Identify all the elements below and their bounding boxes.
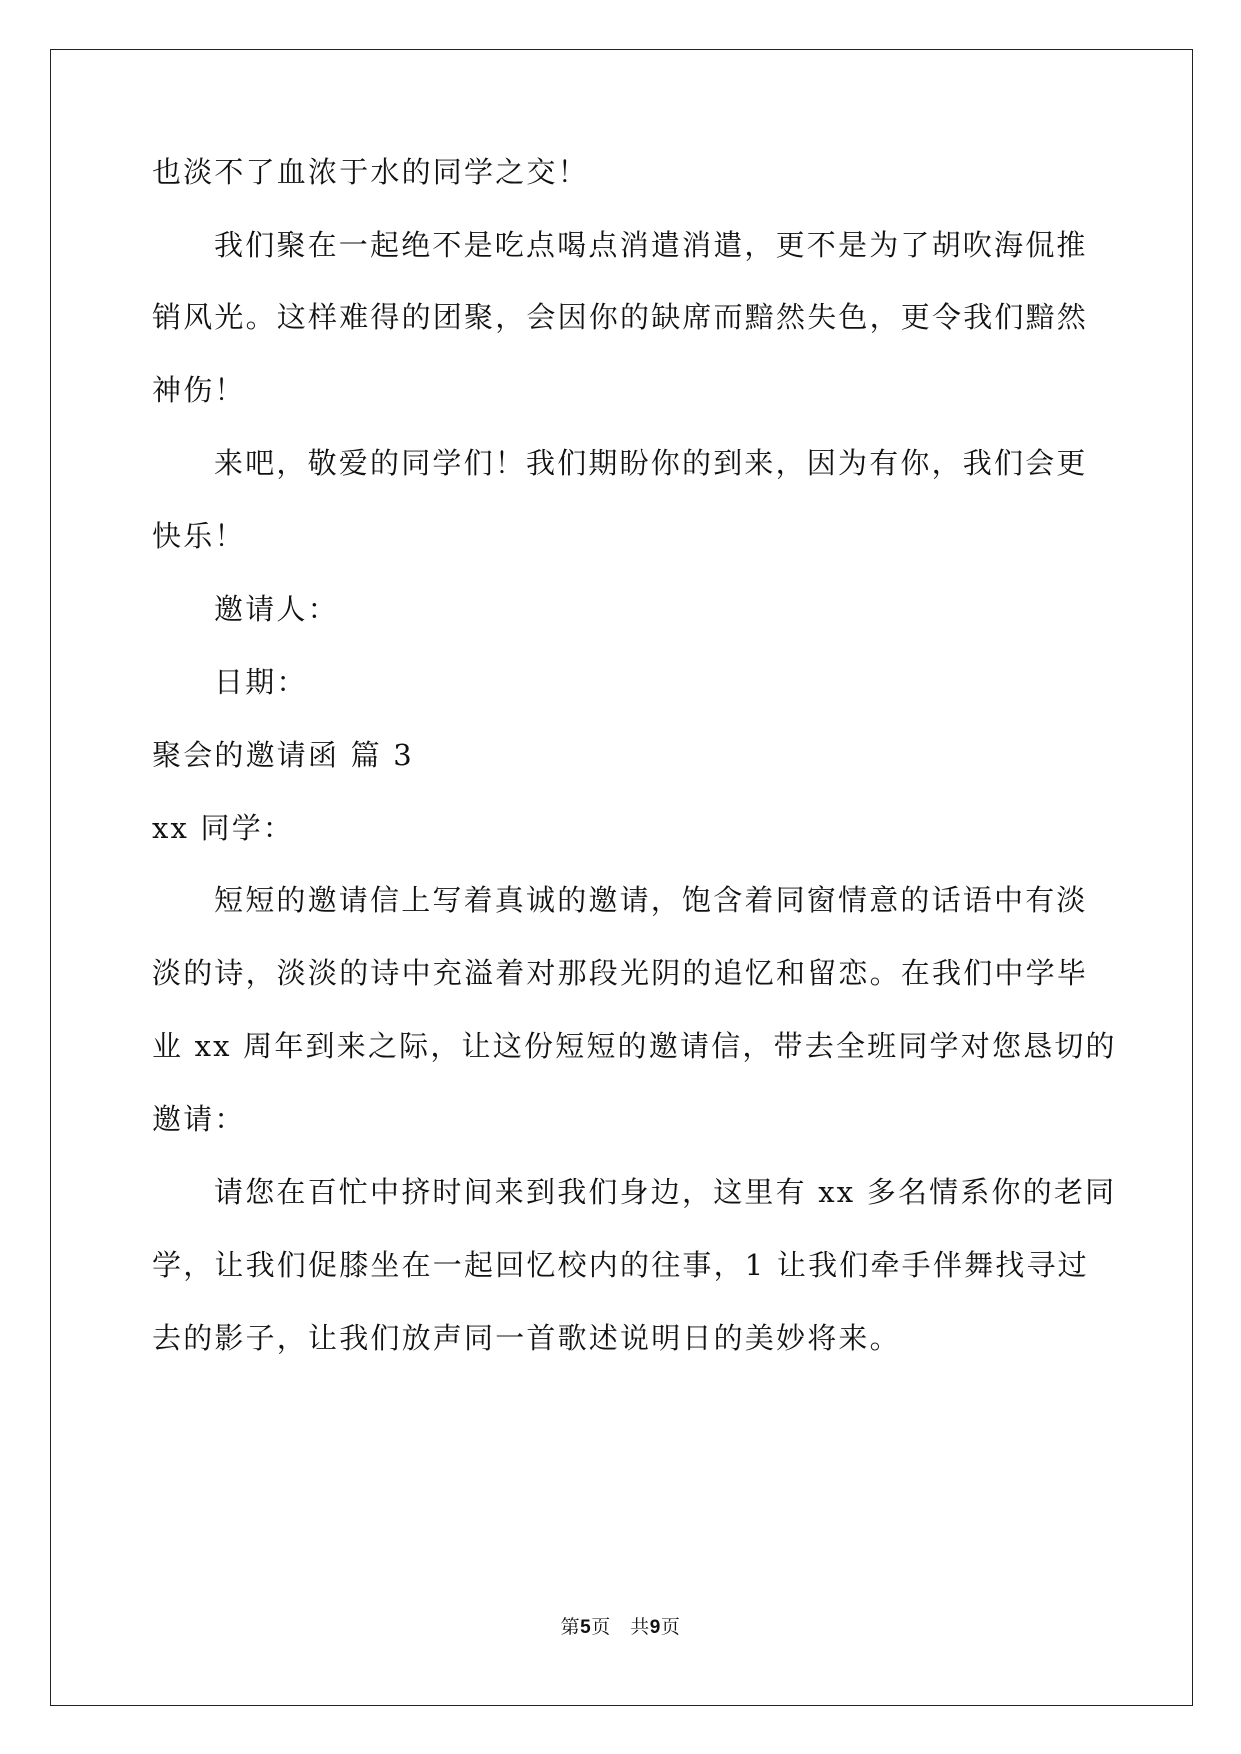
section-heading: 聚会的邀请函 篇 3	[152, 738, 414, 772]
paragraph-line: 销风光。这样难得的团聚，会因你的缺席而黯然失色，更令我们黯然	[152, 300, 1089, 334]
footer-suffix: 页	[660, 1616, 681, 1638]
date-label: 日期：	[214, 665, 308, 699]
total-pages-number: 9	[649, 1617, 661, 1638]
paragraph-line: 淡的诗，淡淡的诗中充溢着对那段光阴的追忆和留恋。在我们中学毕	[152, 956, 1089, 990]
footer-prefix: 第	[560, 1616, 581, 1638]
footer-middle: 页 共	[591, 1616, 650, 1638]
paragraph-line: 业 xx 周年到来之际，让这份短短的邀请信，带去全班同学对您恳切的	[152, 1029, 1117, 1063]
inviter-label: 邀请人：	[214, 592, 339, 626]
page-footer	[0, 1615, 1241, 1640]
paragraph-line: 来吧，敬爱的同学们！我们期盼你的到来，因为有你，我们会更	[214, 446, 1088, 480]
salutation: xx 同学：	[152, 811, 295, 845]
paragraph-line: 去的影子，让我们放声同一首歌述说明日的美妙将来。	[152, 1321, 901, 1355]
paragraph-line: 学，让我们促膝坐在一起回忆校内的往事，1 让我们牵手伴舞找寻过	[152, 1248, 1089, 1282]
paragraph-line: 神伤！	[152, 373, 246, 407]
paragraph-line: 短短的邀请信上写着真诚的邀请，饱含着同窗情意的话语中有淡	[214, 883, 1088, 917]
paragraph-line: 请您在百忙中挤时间来到我们身边，这里有 xx 多名情系你的老同	[214, 1175, 1117, 1209]
paragraph-line: 我们聚在一起绝不是吃点喝点消遣消遣，更不是为了胡吹海侃推	[214, 228, 1088, 262]
current-page-number: 5	[580, 1617, 592, 1638]
paragraph-line: 也淡不了血浓于水的同学之交！	[152, 155, 589, 189]
paragraph-line: 快乐！	[152, 519, 246, 553]
paragraph-line: 邀请：	[152, 1102, 246, 1136]
